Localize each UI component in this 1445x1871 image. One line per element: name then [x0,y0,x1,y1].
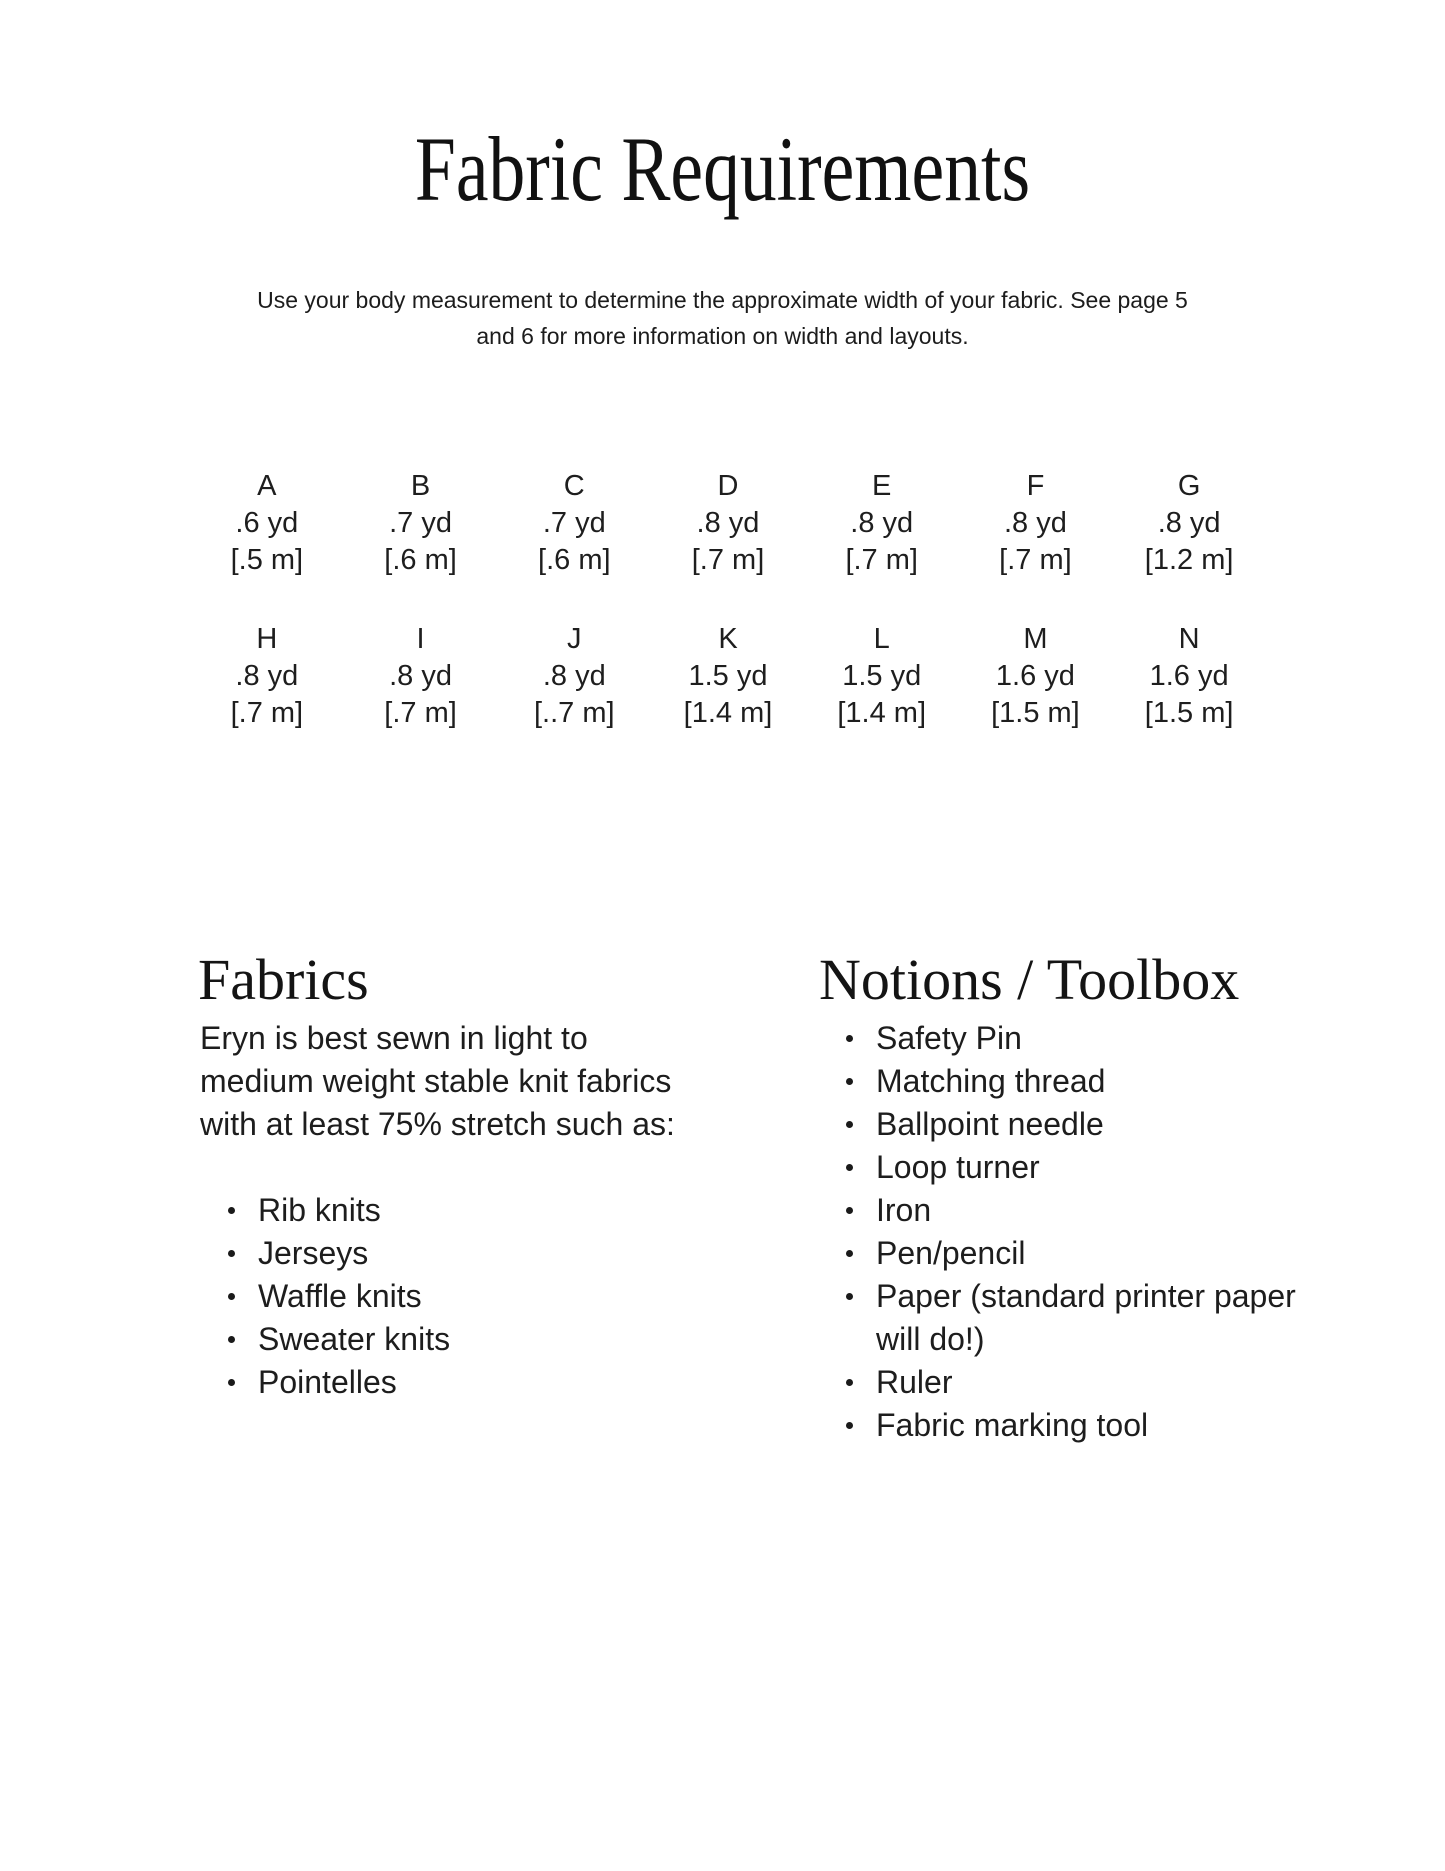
list-item-label: Jerseys [258,1235,369,1271]
yardage-value: .7 yd [389,507,452,539]
meters-value: [.7 m] [691,544,765,576]
size-cell-d [651,468,805,579]
bullet-icon [846,1379,853,1386]
fabrics-intro-line-1: Eryn is best sewn in light to [200,1020,588,1056]
yardage-value: .6 yd [235,507,299,539]
list-item-jerseys [228,1232,450,1275]
size-label: A [257,470,277,502]
size-label: F [1026,470,1045,502]
size-label: M [1023,623,1048,655]
yardage-value: .7 yd [542,507,606,539]
list-item-label: Pen/pencil [876,1235,1026,1271]
bullet-icon [846,1078,853,1085]
list-item-label: Loop turner [876,1149,1040,1185]
list-item-label: Iron [876,1192,932,1228]
list-item-label: Ruler [876,1364,953,1400]
size-label: J [567,623,582,655]
size-label: H [256,623,278,655]
list-item-fabric-marking-tool [846,1404,1296,1447]
bullet-icon [846,1207,853,1214]
list-item-label: Waffle knits [258,1278,422,1314]
yardage-value: .8 yd [1157,507,1221,539]
size-label: I [416,623,425,655]
meters-value: [1.2 m] [1144,544,1234,576]
list-item-loop-turner [846,1146,1296,1189]
notions-heading: Notions / Toolbox [819,947,1240,1012]
size-cell-c [497,468,651,579]
notions-list [846,1017,1296,1447]
list-item-ruler [846,1361,1296,1404]
size-cell-e [805,468,959,579]
yardage-value: .8 yd [850,507,914,539]
bullet-icon [846,1121,853,1128]
size-cell-k [651,621,805,732]
list-item-safety-pin [846,1017,1296,1060]
size-label: D [717,470,739,502]
meters-value: [1.4 m] [837,697,927,729]
intro-line-1: Use your body measurement to determine the approximate width of your fabric. See page 5 [257,287,1188,313]
list-item-iron [846,1189,1296,1232]
yardage-value: .8 yd [235,660,299,692]
fabrics-list [228,1189,450,1404]
list-item-label [876,1278,1296,1357]
bullet-icon [846,1035,853,1042]
size-label: B [410,470,431,502]
yardage-value: 1.5 yd [688,660,768,692]
yardage-value: 1.5 yd [842,660,922,692]
bullet-icon [228,1250,235,1257]
size-label: N [1178,623,1200,655]
size-label: E [872,470,892,502]
list-item-line-2: will do!) [876,1321,985,1357]
bullet-icon [846,1422,853,1429]
meters-value: [.7 m] [845,544,918,576]
meters-value: [.6 m] [538,544,611,576]
size-label: C [563,470,585,502]
size-cell-f [959,468,1113,579]
intro-line-2: and 6 for more information on width and layouts. [476,323,969,349]
list-item-label: Pointelles [258,1364,397,1400]
bullet-icon [846,1293,853,1300]
meters-value: [1.4 m] [683,697,773,729]
list-item-ballpoint-needle [846,1103,1296,1146]
size-cell-i [344,621,498,732]
fabrics-heading: Fabrics [198,947,369,1012]
yardage-value: .8 yd [542,660,606,692]
meters-value: [1.5 m] [1144,697,1234,729]
page-title [0,118,1445,220]
list-item-label: Sweater knits [258,1321,451,1357]
bullet-icon [228,1336,235,1343]
size-chart-row-a-g [190,468,1266,579]
size-cell-a [190,468,344,579]
list-item-pen-pencil [846,1232,1296,1275]
size-cell-j [497,621,651,732]
bullet-icon [228,1293,235,1300]
list-item-label: Matching thread [876,1063,1106,1099]
page-title-text: Fabric Requirements [414,118,1031,220]
size-cell-b [344,468,498,579]
list-item-sweater-knits [228,1318,450,1361]
size-label: G [1177,470,1201,502]
yardage-value: .8 yd [696,507,760,539]
list-item-label: Safety Pin [876,1020,1022,1056]
size-chart-row-h-n [190,621,1266,732]
list-item-label: Fabric marking tool [876,1407,1149,1443]
yardage-value: .8 yd [1003,507,1067,539]
size-cell-l [805,621,959,732]
size-cell-m [959,621,1113,732]
fabrics-intro-line-2: medium weight stable knit fabrics [200,1063,672,1099]
meters-value: [.7 m] [384,697,457,729]
meters-value: [1.5 m] [991,697,1080,729]
meters-value: [.5 m] [230,544,304,576]
yardage-value: 1.6 yd [1149,660,1229,692]
list-item-matching-thread [846,1060,1296,1103]
list-item-waffle-knits [228,1275,450,1318]
list-item-rib-knits [228,1189,450,1232]
yardage-value: 1.6 yd [995,660,1075,692]
meters-value: [.7 m] [999,544,1072,576]
bullet-icon [228,1207,235,1214]
bullet-icon [846,1164,853,1171]
bullet-icon [228,1379,235,1386]
meters-value: [.6 m] [384,544,457,576]
list-item-pointelles [228,1361,450,1404]
yardage-value: .8 yd [389,660,452,692]
size-cell-n [1112,621,1266,732]
list-item-label: Ballpoint needle [876,1106,1104,1142]
intro-paragraph [0,282,1445,354]
size-label: L [873,623,890,655]
size-cell-h [190,621,344,732]
fabrics-intro-line-3: with at least 75% stretch such as: [200,1106,675,1142]
size-cell-g [1112,468,1266,579]
meters-value: [.7 m] [230,697,304,729]
list-item-label: Rib knits [258,1192,381,1228]
list-item-paper [846,1275,1296,1361]
fabrics-intro-paragraph [200,1017,675,1146]
list-item-line-1: Paper (standard printer paper [876,1278,1296,1314]
meters-value: [..7 m] [533,697,615,729]
size-label: K [718,623,738,655]
bullet-icon [846,1250,853,1257]
